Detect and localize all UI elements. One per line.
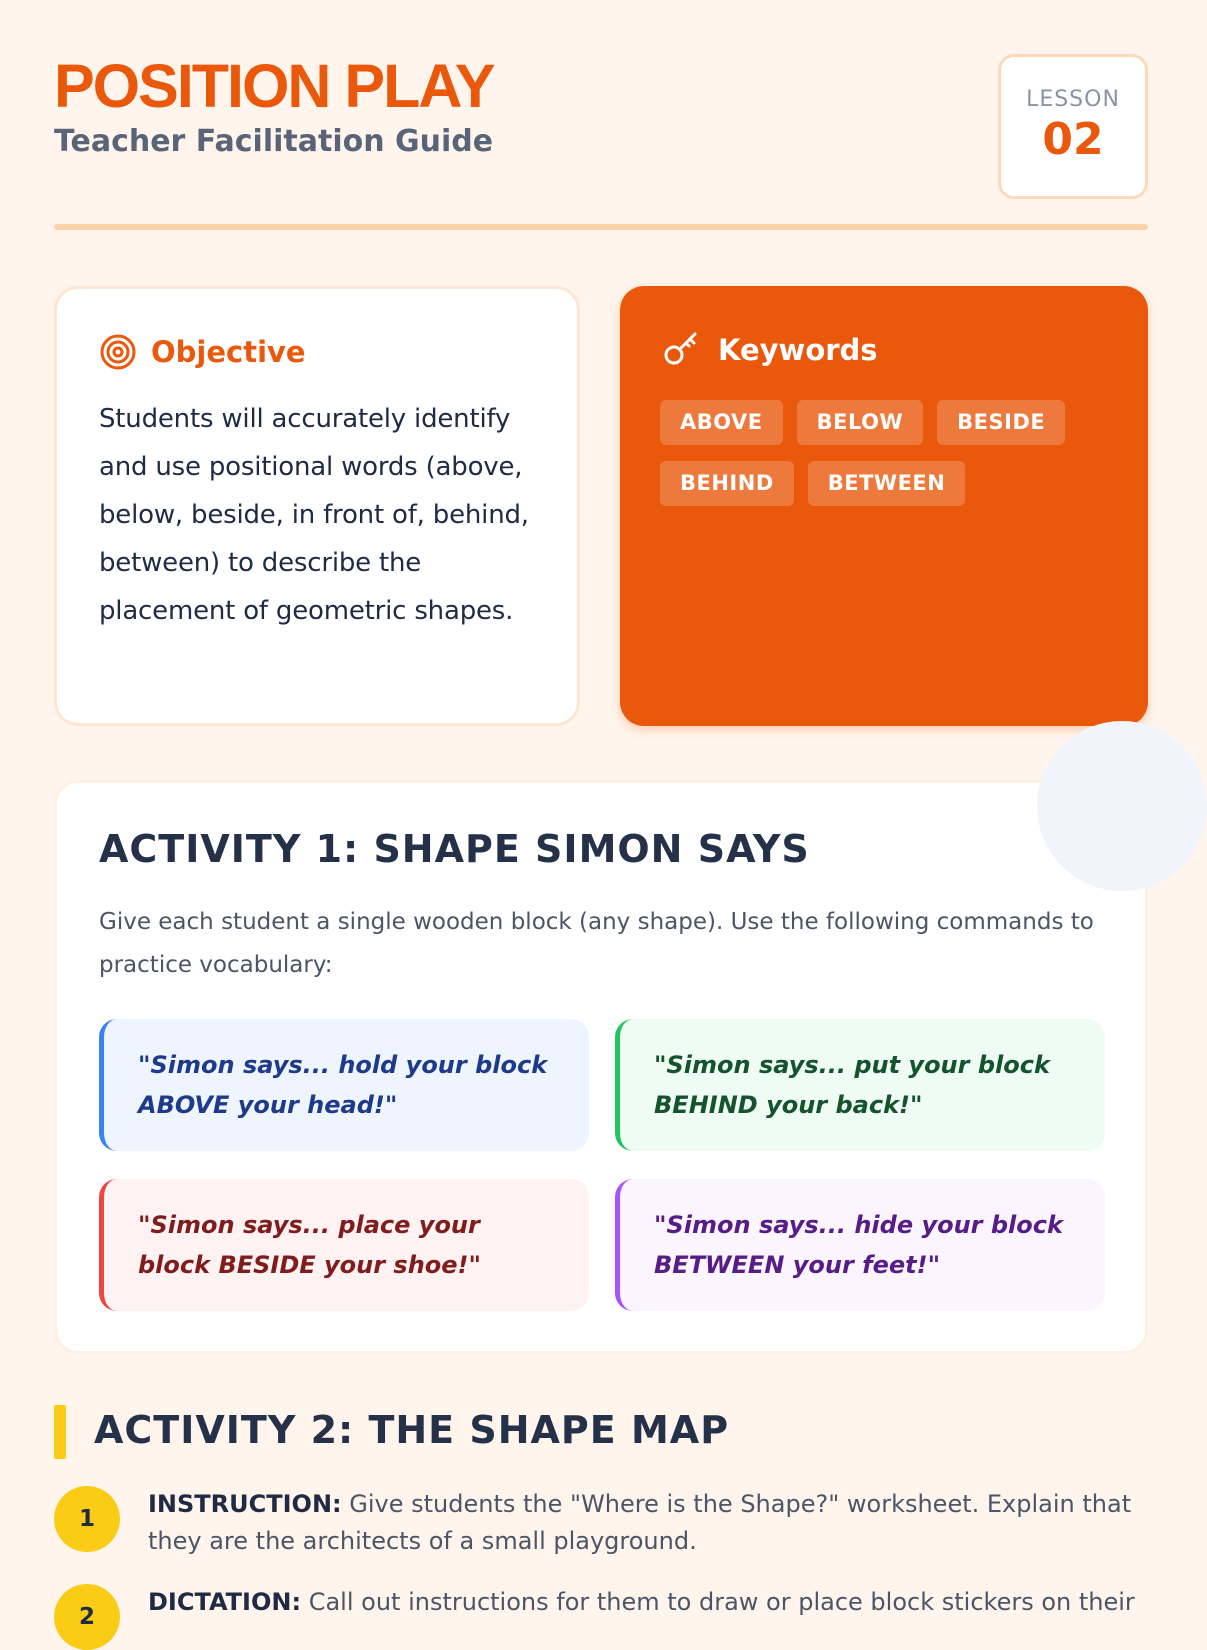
step-text [148, 1486, 1148, 1560]
step-number: 2 [54, 1584, 120, 1650]
header [54, 52, 1148, 202]
command-beside: "Simon says... place your block BESIDE your shoe!" [99, 1179, 589, 1311]
activity2-title: ACTIVITY 2: THE SHAPE MAP [94, 1408, 730, 1452]
lesson-badge [998, 54, 1148, 199]
lesson-label: LESSON [1026, 87, 1120, 112]
activity1-title: ACTIVITY 1: SHAPE SIMON SAYS [99, 827, 810, 871]
objective-header [99, 333, 306, 371]
objective-card [54, 286, 580, 726]
keywords-title: Keywords [718, 333, 878, 367]
objective-title: Objective [151, 335, 306, 369]
page-subtitle: Teacher Facilitation Guide [54, 124, 494, 159]
keyword-tags [660, 400, 1100, 506]
objective-text: Students will accurately identify and use positional words (above, below, beside, in front of, behind, between) to describe the placement of geometric shapes. [99, 404, 529, 626]
step-number: 1 [54, 1486, 120, 1552]
keywords-header [662, 328, 878, 372]
keyword-tag: BELOW [797, 400, 924, 445]
command-between: "Simon says... hide your block BETWEEN your feet!" [615, 1179, 1105, 1311]
keyword-tag: BESIDE [937, 400, 1065, 445]
lesson-number: 02 [1042, 114, 1104, 165]
step-label: INSTRUCTION: [148, 1490, 342, 1518]
keyword-tag: BETWEEN [808, 461, 966, 506]
step-body: Call out instructions for them to draw or place block stickers on their [301, 1588, 1135, 1616]
activity1-intro: Give each student a single wooden block (any shape). Use the following commands to practice vocabulary: [99, 909, 1094, 978]
command-above: "Simon says... hold your block ABOVE your head!" [99, 1019, 589, 1151]
activity1-card [54, 780, 1148, 1354]
header-divider [54, 224, 1148, 230]
step-label: DICTATION: [148, 1588, 302, 1616]
keyword-tag: ABOVE [660, 400, 783, 445]
step-text [148, 1584, 1148, 1621]
keywords-card [620, 286, 1148, 726]
keyword-tag: BEHIND [660, 461, 794, 506]
decorative-circle [1037, 721, 1207, 891]
target-icon [99, 333, 137, 371]
step-body: Give students the "Where is the Shape?" worksheet. Explain that they are the architects of a small playground. [148, 1490, 1132, 1555]
page-title: POSITION PLAY [54, 52, 494, 120]
command-behind: "Simon says... put your block BEHIND your back!" [615, 1019, 1105, 1151]
key-icon [662, 328, 702, 372]
activity2-accent-bar [54, 1405, 66, 1459]
